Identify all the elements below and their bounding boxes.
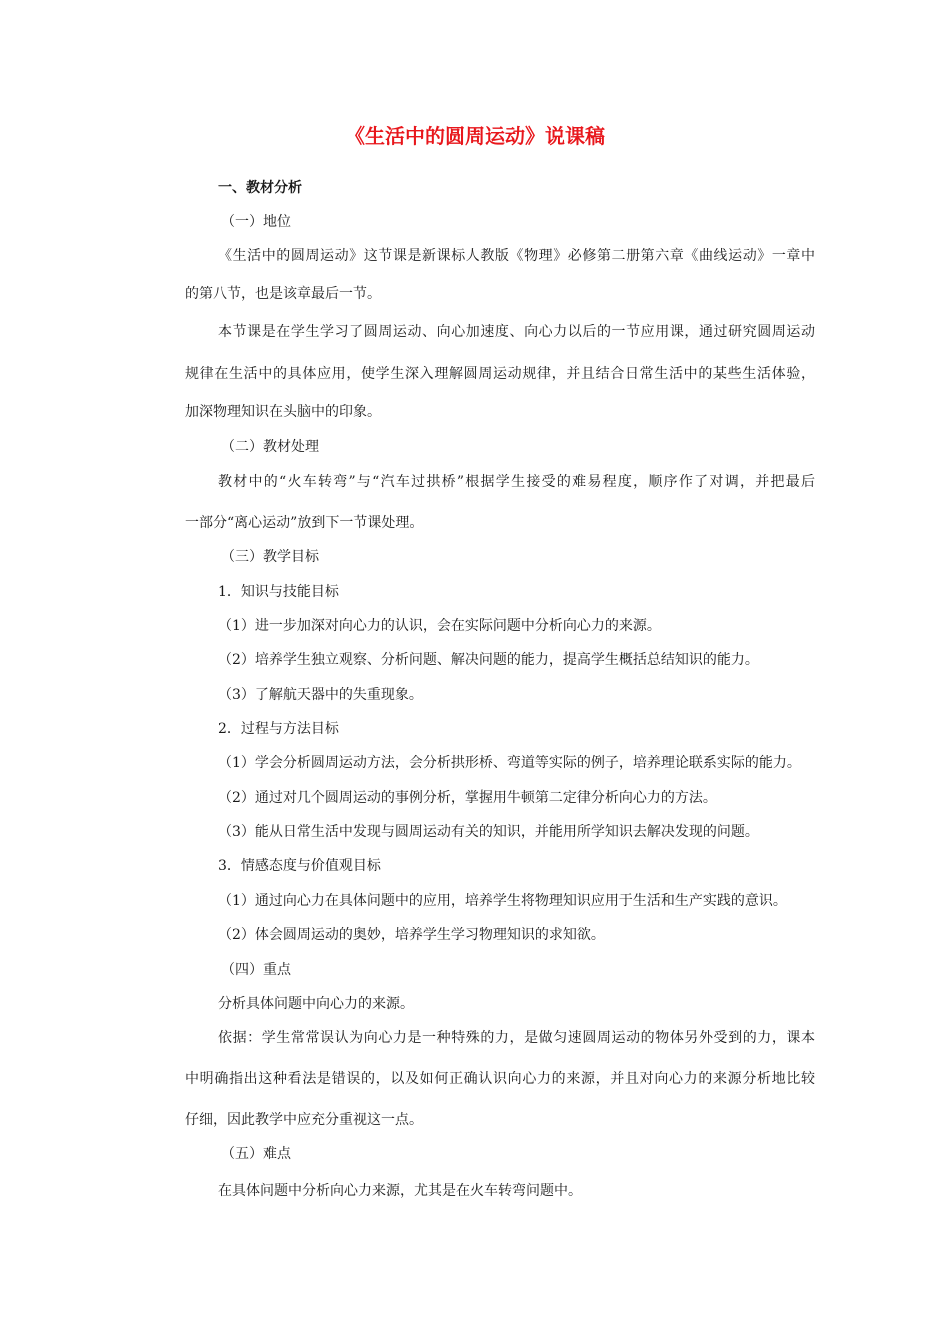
objective-heading: 1．知识与技能目标 xyxy=(218,584,339,600)
paragraph-line: 加深物理知识在头脑中的印象。 xyxy=(185,404,381,420)
paragraph-line: 《生活中的圆周运动》这节课是新课标人教版《物理》必修第二册第六章《曲线运动》一章中 xyxy=(218,248,815,264)
subsection-heading: （五）难点 xyxy=(221,1146,291,1162)
section-heading: 一、教材分析 xyxy=(218,180,302,196)
subsection-heading: （四）重点 xyxy=(221,962,291,978)
paragraph-line: 依据：学生常常误认为向心力是一种特殊的力，是做匀速圆周运动的物体另外受到的力，课本 xyxy=(218,1030,815,1046)
paragraph-line: 中明确指出这种看法是错误的，以及如何正确认识向心力的来源，并且对向心力的来源分析地比较 xyxy=(185,1071,815,1087)
subsection-heading: （二）教材处理 xyxy=(221,439,319,455)
objective-item: （1）通过向心力在具体问题中的应用，培养学生将物理知识应用于生活和生产实践的意识。 xyxy=(218,893,787,909)
paragraph-line: 仔细，因此教学中应充分重视这一点。 xyxy=(185,1112,423,1128)
paragraph-line: 规律在生活中的具体应用，使学生深入理解圆周运动规律，并且结合日常生活中的某些生活体验， xyxy=(185,366,815,382)
objective-item: （2）通过对几个圆周运动的事例分析，掌握用牛顿第二定律分析向心力的方法。 xyxy=(218,790,717,806)
objective-item: （3）了解航天器中的失重现象。 xyxy=(218,687,423,703)
objective-heading: 2．过程与方法目标 xyxy=(218,721,339,737)
objective-heading: 3．情感态度与价值观目标 xyxy=(218,858,381,874)
subsection-heading: （三）教学目标 xyxy=(221,549,319,565)
objective-item: （1）学会分析圆周运动方法，会分析拱形桥、弯道等实际的例子，培养理论联系实际的能力。 xyxy=(218,755,801,771)
objective-item: （2）培养学生独立观察、分析问题、解决问题的能力，提高学生概括总结知识的能力。 xyxy=(218,652,759,668)
objective-item: （2）体会圆周运动的奥妙，培养学生学习物理知识的求知欲。 xyxy=(218,927,605,943)
paragraph-line: 的第八节，也是该章最后一节。 xyxy=(185,286,381,302)
objective-item: （3）能从日常生活中发现与圆周运动有关的知识，并能用所学知识去解决发现的问题。 xyxy=(218,824,759,840)
subsection-heading: （一）地位 xyxy=(221,214,291,230)
paragraph-line: 本节课是在学生学习了圆周运动、向心加速度、向心力以后的一节应用课，通过研究圆周运动 xyxy=(218,324,815,340)
paragraph-line: 在具体问题中分析向心力来源，尤其是在火车转弯问题中。 xyxy=(218,1183,582,1199)
document-title: 《生活中的圆周运动》说课稿 xyxy=(345,124,605,148)
objective-item: （1）进一步加深对向心力的认识，会在实际问题中分析向心力的来源。 xyxy=(218,618,661,634)
paragraph-line: 教材中的“火车转弯”与“汽车过拱桥”根据学生接受的难易程度，顺序作了对调，并把最后 xyxy=(218,474,815,490)
paragraph-line: 一部分“离心运动”放到下一节课处理。 xyxy=(185,515,424,531)
paragraph-line: 分析具体问题中向心力的来源。 xyxy=(218,996,414,1012)
